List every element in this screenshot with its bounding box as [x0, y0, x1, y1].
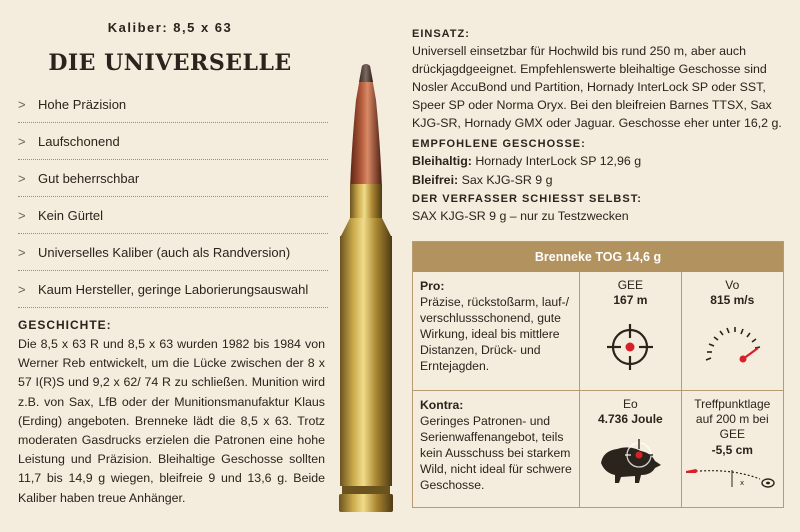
eo-value: 4.736 Joule [598, 412, 663, 426]
list-item [18, 234, 328, 271]
svg-text:x: x [740, 479, 745, 487]
list-item [18, 160, 328, 197]
ammo-info-table [412, 241, 784, 508]
caliber-label: Kaliber: 8,5 x 63 [107, 20, 233, 35]
feature-label: Kein Gürtel [38, 207, 104, 223]
feature-label: Laufschonend [38, 133, 120, 149]
chevron-right-icon: > [18, 96, 26, 112]
history-heading: GESCHICHTE: [18, 318, 112, 332]
cartridge-image [330, 60, 402, 516]
vo-value: 815 m/s [710, 293, 755, 307]
feature-label: Kaum Hersteller, geringe Laborierungsauswahl [38, 281, 309, 297]
pro-cell [413, 272, 580, 390]
gee-value: 167 m [613, 293, 648, 307]
feature-list [18, 86, 328, 308]
bleifrei-label: Bleifrei: [412, 173, 459, 187]
list-item [18, 86, 328, 123]
gee-label: GEE [617, 278, 644, 292]
chevron-right-icon: > [18, 281, 26, 297]
pro-label: Pro: [420, 279, 445, 293]
chevron-right-icon: > [18, 133, 26, 149]
treff-value: -5,5 cm [711, 443, 753, 457]
table-row [413, 391, 783, 507]
feature-label: Universelles Kaliber (auch als Randversion) [38, 244, 291, 260]
bleifrei-line [412, 171, 784, 189]
bleifrei-value: Sax KJG-SR 9 g [461, 173, 553, 187]
speedometer-icon [700, 322, 764, 366]
kontra-text: Geringes Patronen- und Serienwaffenangebot, teils kein Ausschuss bei starkem Wild, nicht ideal für schwere Geschosse. [420, 414, 572, 492]
boar-target-icon [595, 435, 665, 485]
chevron-right-icon: > [18, 170, 26, 186]
eo-label: Eo [623, 397, 638, 411]
kontra-cell [413, 391, 580, 507]
bleihaltig-label: Bleihaltig: [412, 154, 472, 168]
einsatz-text: Universell einsetzbar für Hochwild bis rund 250 m, aber auch drückjagdgeeignet. Empfehlenswerte bleihaltige Geschosse sind Nosler AccuBond und Partition, Hornady InterLock SP oder SST, Speer SP oder Norma Oryx. Bei den bleifreien Barnes TTSX, Sax KJG-SR, Hornady GMX oder Jaguar. Geschosse eher unter 16,2 g. [412, 44, 782, 130]
list-item [18, 197, 328, 234]
treff-label: Treffpunktlage auf 200 m bei GEE [694, 397, 771, 441]
eo-cell [580, 391, 681, 507]
chevron-right-icon: > [18, 207, 26, 223]
vo-cell [682, 272, 783, 390]
history-text: Die 8,5 x 63 R und 8,5 x 63 wurden 1982 bis 1984 von Werner Reb entwickelt, um die Lücke zwischen der 8 x 57 I(R)S und 9,2 x 62/ 74 R zu schließen. Munition wird z.B. von Sax, LfB oder der Munitionsmanufaktur Klaus (Erding) angeboten. Brenneke lädt die 8,5 x 63. Trotz moderaten Gasdrucks erzielen die Patronen eine hohe Leistung und Präzision. Bleihaltige Geschosse sollten 11,7 bis 14,9 g wiegen, bleifreie 9 und 13,6 g. Beide Kaliber haben treue Anhänger. [18, 337, 325, 505]
pro-text: Präzise, rückstoßarm, lauf-/ verschlussschonend, gute Wirkung, ideal bis mittlere Distanzen, Drück- und Erntejagden. [420, 295, 569, 373]
trajectory-icon [684, 463, 780, 493]
bleihaltig-value: Hornady InterLock SP 12,96 g [475, 154, 642, 168]
kontra-label: Kontra: [420, 398, 464, 412]
bleihaltig-line [412, 152, 784, 170]
feature-label: Gut beherrschbar [38, 170, 140, 186]
empfohlen-heading: EMPFOHLENE GESCHOSSE: [412, 138, 586, 150]
chevron-right-icon: > [18, 244, 26, 260]
crosshair-icon [605, 322, 655, 372]
einsatz-heading: EINSATZ: [412, 28, 470, 40]
vo-label: Vo [725, 278, 740, 292]
list-item [18, 271, 328, 308]
feature-label: Hohe Präzision [38, 96, 127, 112]
gee-cell [580, 272, 681, 390]
table-row [413, 272, 783, 391]
treffpunkt-cell [682, 391, 783, 507]
list-item [18, 123, 328, 160]
page-title: DIE UNIVERSELLE [48, 50, 292, 76]
verfasser-heading: DER VERFASSER SCHIESST SELBST: [412, 193, 642, 205]
verfasser-text: SAX KJG-SR 9 g – nur zu Testzwecken [412, 209, 629, 223]
table-header: Brenneke TOG 14,6 g [413, 242, 783, 272]
